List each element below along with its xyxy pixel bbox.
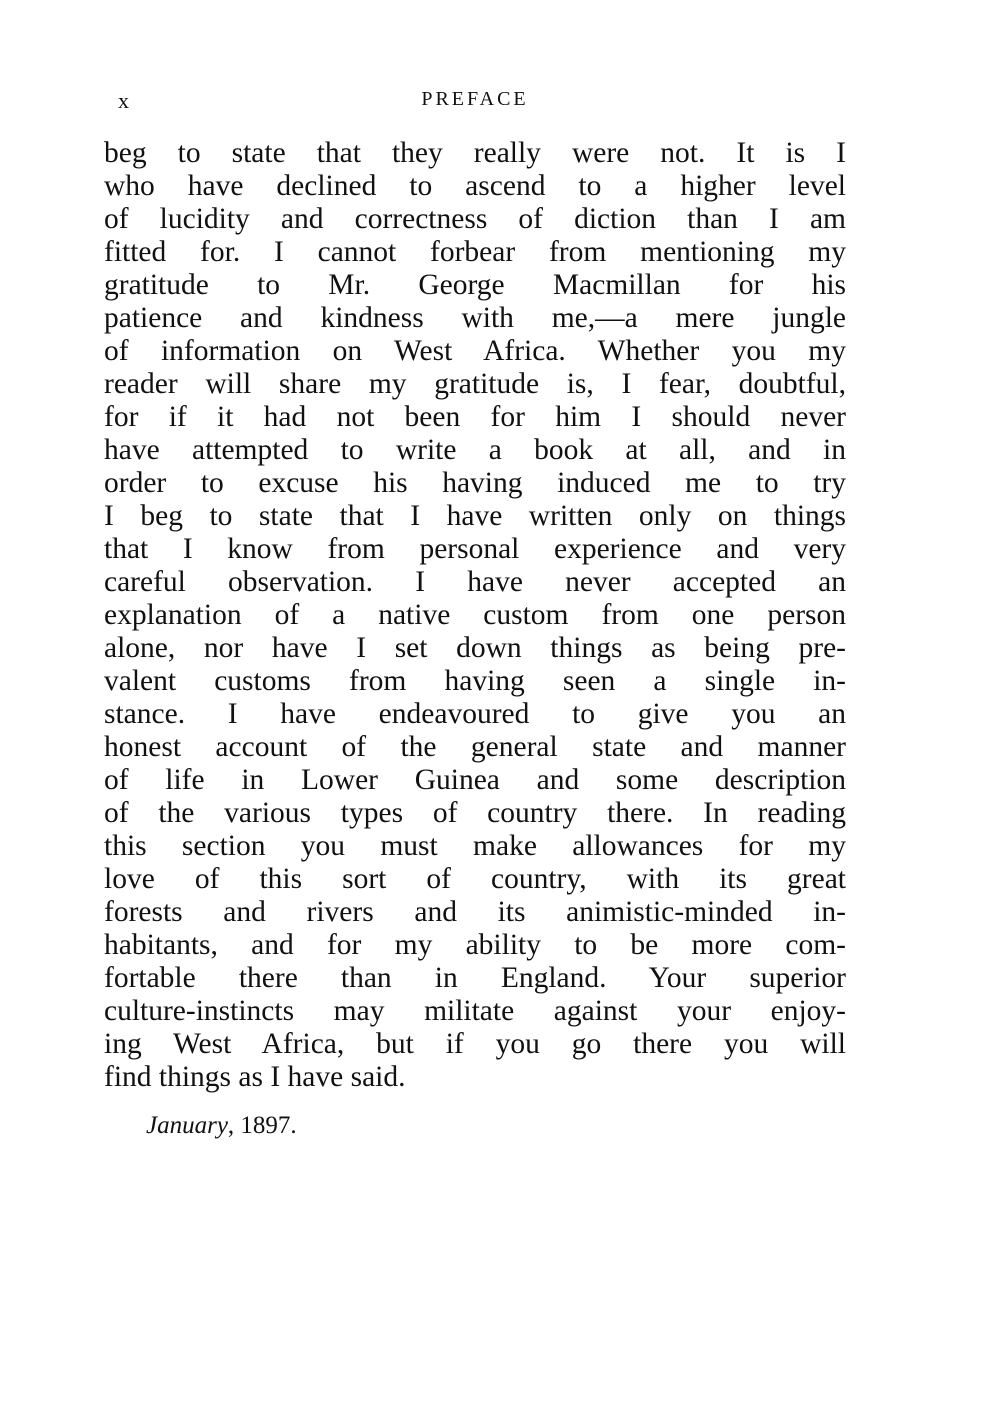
running-head (104, 88, 846, 116)
text-line: of life in Lower Guinea and some description (104, 764, 846, 796)
text-line: alone, nor have I set down things as being pre- (104, 632, 846, 664)
text-line: ing West Africa, but if you go there you will (104, 1028, 846, 1060)
page-number: x (118, 88, 130, 113)
text-line: this section you must make allowances for my (104, 830, 846, 862)
text-line: of information on West Africa. Whether you my (104, 335, 846, 367)
text-line: careful observation. I have never accepted an (104, 566, 846, 598)
text-line: love of this sort of country, with its great (104, 863, 846, 895)
text-line: stance. I have endeavoured to give you an (104, 698, 846, 730)
text-line: explanation of a native custom from one person (104, 599, 846, 631)
text-line: habitants, and for my ability to be more com- (104, 929, 846, 961)
text-line: who have declined to ascend to a higher level (104, 170, 846, 202)
text-line: patience and kindness with me,—a mere jungle (104, 302, 846, 334)
text-line: of the various types of country there. In reading (104, 797, 846, 829)
text-line: beg to state that they really were not. It is I (104, 137, 846, 169)
text-line: valent customs from having seen a single in- (104, 665, 846, 697)
text-line: fitted for. I cannot forbear from mentioning my (104, 236, 846, 268)
text-line: reader will share my gratitude is, I fear, doubtful, (104, 368, 846, 400)
text-line: forests and rivers and its animistic-minded in- (104, 896, 846, 928)
text-line: I beg to state that I have written only on things (104, 500, 846, 532)
text-line: have attempted to write a book at all, and in (104, 434, 846, 466)
text-line: culture-instincts may militate against your enjoy- (104, 995, 846, 1027)
preface-body (104, 137, 846, 1094)
date-separator: , (227, 1112, 241, 1139)
text-line: for if it had not been for him I should never (104, 401, 846, 433)
running-title: PREFACE (421, 88, 529, 110)
text-line: fortable there than in England. Your superior (104, 962, 846, 994)
text-line-last: find things as I have said. (104, 1061, 406, 1093)
text-line: honest account of the general state and manner (104, 731, 846, 763)
text-line: gratitude to Mr. George Macmillan for his (104, 269, 846, 301)
text-line: of lucidity and correctness of diction than I am (104, 203, 846, 235)
date-year: 1897. (240, 1112, 297, 1139)
date-month: January (146, 1112, 228, 1139)
text-line: that I know from personal experience and very (104, 533, 846, 565)
text-line: order to excuse his having induced me to try (104, 467, 846, 499)
preface-date (146, 1112, 297, 1140)
